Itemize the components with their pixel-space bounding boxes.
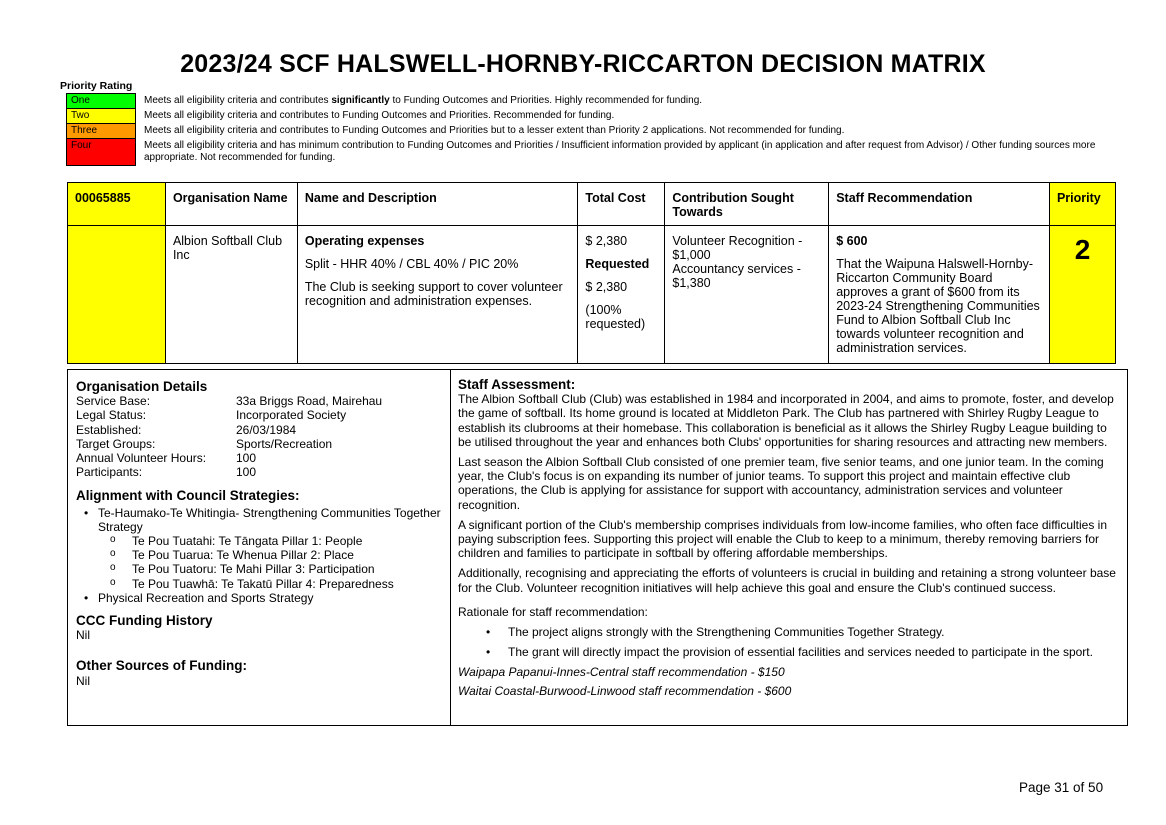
alignment-heading: Alignment with Council Strategies: [76, 488, 300, 504]
id-cell [68, 226, 166, 364]
pillar-item: o Te Pou Tuatahi: Te Tāngata Pillar 1: People [108, 534, 442, 548]
rationale-item: • The project aligns strongly with the Strengthening Communities Together Strategy. [486, 625, 1120, 639]
priority-rating-heading: Priority Rating [60, 80, 133, 92]
total-cost-cell [578, 226, 665, 364]
pillar-item: o Te Pou Tuarua: Te Whenua Pillar 2: Place [108, 548, 442, 562]
funding-split: Split - HHR 40% / CBL 40% / PIC 20% [304, 257, 519, 271]
funding-history-value: Nil [76, 628, 90, 643]
rationale-list [458, 625, 1120, 659]
org-details-heading: Organisation Details [76, 379, 208, 394]
page-title: 2023/24 SCF HALSWELL-HORNBY-RICCARTON DECISION MATRIX [180, 50, 986, 78]
strategy-item: • Physical Recreation and Sports Strategy [90, 591, 442, 605]
project-description: The Club is seeking support to cover volunteer recognition and administration expenses. [304, 280, 563, 308]
priority-two-key: Two [67, 109, 136, 124]
priority-value: 2 [1074, 234, 1091, 265]
pillar-item: o Te Pou Tuawhā: Te Takatū Pillar 4: Preparedness [108, 577, 442, 591]
rationale-heading: Rationale for staff recommendation: [458, 604, 648, 619]
priority-three-key: Three [67, 124, 136, 139]
priority-row-two [67, 109, 1126, 124]
rec-amount: $ 600 [836, 234, 868, 248]
total-cost: $ 2,380 [585, 234, 628, 248]
details-panel [67, 369, 1128, 726]
rationale-item: • The grant will directly impact the provision of essential facilities and services needed to participate in the sport. [486, 645, 1120, 659]
application-body-row [68, 226, 1116, 364]
assessment-paragraph: Last season the Albion Softball Club consisted of one premier team, five senior teams, and one junior team. In the coming year, the Club's focus is on expanding its number of junior teams. To support this project and maintain effective club operations, the Club is applying for assistance for support with accountancy, administration services and volunteer recognition. [458, 455, 1104, 512]
contribution-item: Accountancy services - $1,380 [672, 262, 801, 290]
application-header-row [68, 183, 1116, 226]
funding-history-heading: CCC Funding History [76, 613, 213, 629]
header-staff-rec: Staff Recommendation [829, 183, 1050, 226]
name-desc-cell [297, 226, 578, 364]
priority-row-one [67, 94, 1126, 109]
rec-text: That the Waipuna Halswell-Hornby-Riccarton Community Board approves a grant of $600 from its 2023-24 Strengthening Communities Fund to Albion Softball Club Inc towards volunteer recognition and administration services. [836, 257, 1040, 355]
priority-two-desc: Meets all eligibility criteria and contributes to Funding Outcomes and Priorities. Recommended for funding. [144, 109, 615, 121]
header-contribution: Contribution Sought Towards [665, 183, 829, 226]
header-org-name: Organisation Name [165, 183, 297, 226]
priority-one-desc: Meets all eligibility criteria and contributes significantly to Funding Outcomes and Priorities. Highly recommended for funding. [144, 94, 703, 106]
priority-cell [1049, 226, 1115, 364]
priority-three-desc: Meets all eligibility criteria and contributes to Funding Outcomes and Priorities but to a lesser extent than Priority 2 applications. Not recommended for funding. [144, 124, 845, 136]
contribution-item: Volunteer Recognition - $1,000 [672, 234, 803, 262]
pillar-item: o Te Pou Tuatoru: Te Mahi Pillar 3: Participation [108, 562, 442, 576]
assessment-paragraph: A significant portion of the Club's membership comprises individuals from low-income families, who often face difficulties in paying subscription fees. Supporting this project will enable the Club to keep to a minimum, thereby removing barriers for children and families to participate in softball by offering affordable memberships. [458, 517, 1108, 561]
staff-assessment-column [451, 370, 1127, 725]
requested-label: Requested [585, 257, 650, 271]
strategy-list [76, 506, 442, 605]
detail-row: Established: 26/03/1984 [76, 422, 297, 437]
priority-rating-legend [66, 93, 1126, 166]
other-board-recommendation: Waitai Coastal-Burwood-Linwood staff recommendation - $600 [458, 683, 792, 698]
contribution-cell [665, 226, 829, 364]
org-details-column [68, 370, 451, 725]
other-board-recommendation: Waipapa Papanui-Innes-Central staff recommendation - $150 [458, 665, 785, 680]
priority-row-four [67, 139, 1126, 166]
staff-assessment-heading: Staff Assessment: [458, 377, 576, 392]
org-name: Albion Softball Club Inc [165, 226, 297, 364]
assessment-paragraph: Additionally, recognising and appreciating the efforts of volunteers is crucial in building and retaining a strong volunteer base for the Club. Volunteer recognition initiatives will help achieve this goal and ensure the Club's continued success. [458, 566, 1116, 595]
priority-one-key: One [67, 94, 136, 109]
other-funding-heading: Other Sources of Funding: [76, 658, 247, 674]
detail-row: Target Groups: Sports/Recreation [76, 436, 333, 451]
project-title: Operating expenses [304, 234, 425, 248]
priority-four-desc: Meets all eligibility criteria and has minimum contribution to Funding Outcomes and Priorities / Insufficient information provided by applicant (in application and after request from Advisor) / Other funding sources more appropriate. Not recommended for funding. [144, 139, 1096, 163]
strategy-item: • Te-Haumako-Te Whitingia- Strengthening Communities Together Strategy o Te Pou Tuatahi: Te Tāngata Pillar 1: People o Te Pou Tuarua: Te Whenua Pillar 2: Place o Te Pou Tuatoru: Te Mahi Pillar 3: Participation o Te Pou Tuawhā: Te Takatū Pillar 4: Preparedness [90, 506, 442, 591]
requested-amount: $ 2,380 [585, 280, 628, 294]
staff-rec-cell [829, 226, 1050, 364]
application-table [67, 182, 1116, 364]
detail-row: Participants: 100 [76, 465, 257, 480]
assessment-paragraph: The Albion Softball Club (Club) was established in 1984 and incorporated in 2004, and aims to promote, foster, and develop the game of softball. Its home ground is located at Middleton Park. The Club has partnered with Shirley Rugby League to establish its clubrooms at their homebase. This collaboration is beneficial as it allows the Shirley Rugby League building to be utilised throughout the year and enhances both Clubs' opportunities for sharing resources and attracting new members. [458, 392, 1114, 449]
header-name-desc: Name and Description [297, 183, 578, 226]
pillar-list [98, 534, 442, 591]
application-id: 00065885 [68, 183, 166, 226]
page-number: Page 31 of 50 [1019, 780, 1104, 795]
requested-percent: (100% requested) [585, 303, 646, 331]
header-priority: Priority [1049, 183, 1115, 226]
detail-row: Legal Status: Incorporated Society [76, 408, 347, 423]
priority-four-key: Four [67, 139, 136, 166]
detail-row: Service Base: 33a Briggs Road, Mairehau [76, 394, 383, 409]
priority-row-three [67, 124, 1126, 139]
detail-row: Annual Volunteer Hours: 100 [76, 451, 257, 466]
header-total-cost: Total Cost [578, 183, 665, 226]
other-funding-value: Nil [76, 673, 90, 688]
